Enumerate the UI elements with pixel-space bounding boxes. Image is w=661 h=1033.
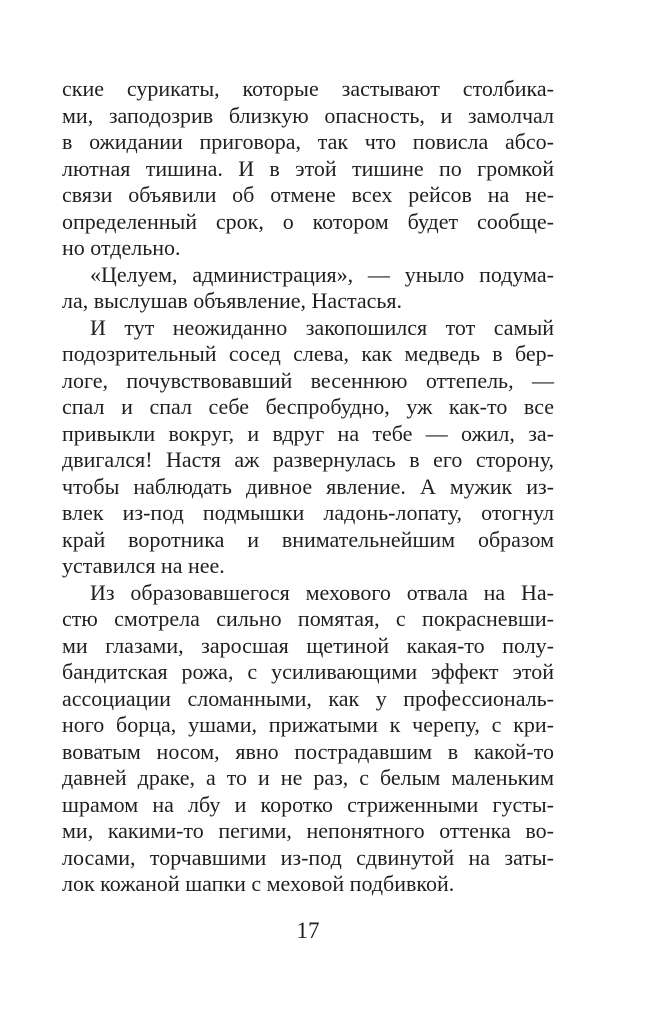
- text-line: привыкли вокруг, и вдруг на тебе — ожил, за-: [62, 420, 554, 446]
- text-line: И тут неожиданно закопошился тот самый: [90, 314, 554, 340]
- text-line: логе, почувствовавший весеннюю оттепель, —: [62, 367, 554, 393]
- text-line: ного борца, ушами, прижатыми к черепу, с кри-: [62, 712, 554, 737]
- text-line: стю смотрела сильно помятая, с покрасневши-: [62, 606, 554, 631]
- text-line: в ожидании приговора, так что повисла абсо-: [62, 129, 554, 154]
- text-line: воватым носом, явно пострадавшим в какой-то: [62, 738, 554, 764]
- text-line: давней драке, а то и не раз, с белым маленьким: [62, 765, 554, 790]
- text-line: двигался! Настя аж развернулась в его сторону,: [62, 447, 554, 472]
- page-number: 17: [296, 918, 320, 943]
- text-line: бандитская рожа, с усиливающими эффект этой: [62, 659, 554, 684]
- text-line: лок кожаной шапки с меховой подбивкой.: [62, 871, 455, 896]
- text-line: определенный срок, о котором будет сообще-: [62, 208, 554, 234]
- paragraph: [62, 580, 554, 898]
- text-line: связи объявили об отмене всех рейсов на не-: [62, 182, 554, 207]
- text-line: спал и спал себе беспробудно, уж как-то все: [62, 394, 554, 419]
- text-line: лосами, торчавшими из-под сдвинутой на заты-: [62, 844, 554, 870]
- text-line: ские сурикаты, которые застывают столбика-: [62, 76, 554, 101]
- paragraph: [62, 315, 554, 580]
- paragraph: [62, 262, 554, 315]
- text-line: влек из-под подмышки ладонь-лопату, отогнул: [62, 500, 554, 525]
- text-line: край воротника и внимательнейшим образом: [62, 526, 554, 552]
- text-line: чтобы наблюдать дивное явление. А мужик из-: [62, 473, 554, 499]
- text-line: шрамом на лбу и коротко стриженными густы-: [62, 791, 554, 817]
- text-line: подозрительный сосед слева, как медведь в бер-: [62, 341, 554, 366]
- text-column: [62, 76, 554, 898]
- text-line: лютная тишина. И в этой тишине по громкой: [62, 155, 554, 181]
- text-line: ми глазами, заросшая щетиной какая-то полу-: [62, 632, 554, 658]
- text-line: «Целуем, администрация», — уныло подума-: [90, 261, 554, 287]
- text-line: ми, какими-то пегими, непонятного оттенка во-: [62, 818, 554, 843]
- text-line: Из образовавшегося мехового отвала на На-: [90, 579, 554, 605]
- text-line: но отдельно.: [62, 235, 181, 260]
- text-line: ми, заподозрив близкую опасность, и замолчал: [62, 102, 554, 128]
- text-line: уставился на нее.: [62, 553, 225, 578]
- text-line: ла, выслушав объявление, Настасья.: [62, 288, 403, 313]
- paragraph: [62, 76, 554, 262]
- text-line: ассоциации сломанными, как у профессиональ-: [62, 685, 554, 711]
